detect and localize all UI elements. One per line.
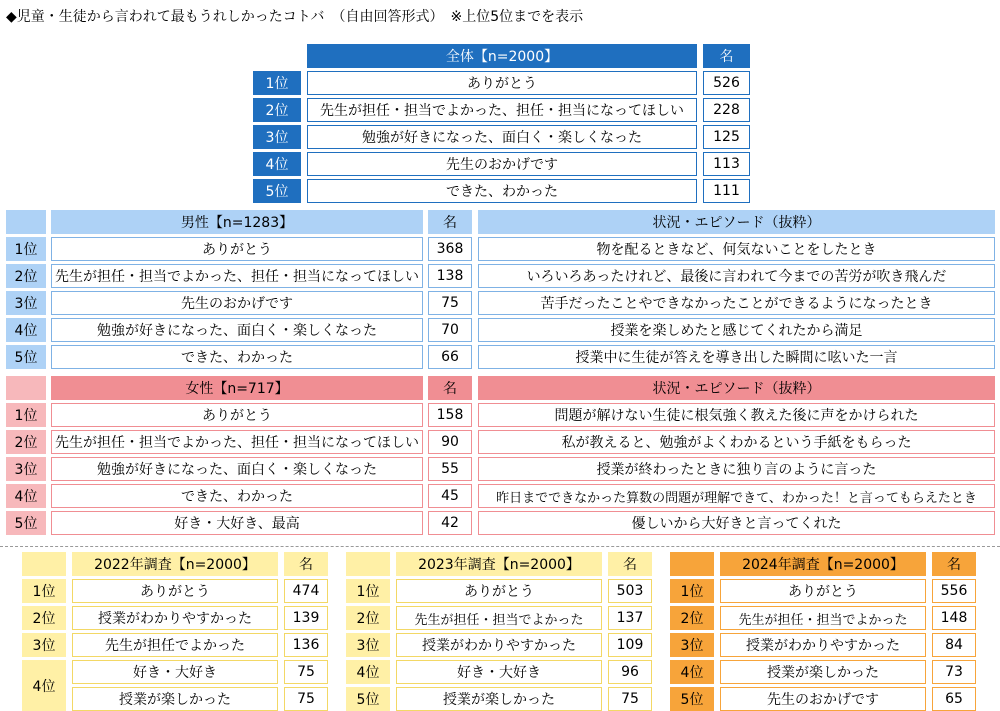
y2024-count-2: 148 <box>932 606 976 630</box>
y2023-word-4: 好き・大好き <box>396 660 602 684</box>
y2024-rank-5: 5位 <box>670 687 714 711</box>
male-header: 男性【n=1283】 <box>51 210 423 234</box>
male-rank-4: 4位 <box>6 318 46 342</box>
overall-rank-1: 1位 <box>253 71 301 95</box>
female-rank-1: 1位 <box>6 403 46 427</box>
y2023-word-5: 授業が楽しかった <box>396 687 602 711</box>
female-header: 女性【n=717】 <box>51 376 423 400</box>
y2022-rank-4: 4位 <box>22 660 66 711</box>
y2023-word-1: ありがとう <box>396 579 602 603</box>
y2024-count-4: 73 <box>932 660 976 684</box>
y2024-rank-1: 1位 <box>670 579 714 603</box>
female-word-1: ありがとう <box>51 403 423 427</box>
y2022-word-3: 先生が担任でよかった <box>72 633 278 657</box>
y2024-word-5: 先生のおかげです <box>720 687 926 711</box>
female-episode-header: 状況・エピソード（抜粋） <box>478 376 995 400</box>
male-word-4: 勉強が好きになった、面白く・楽しくなった <box>51 318 423 342</box>
overall-word-1: ありがとう <box>307 71 697 95</box>
y2024-rank-4: 4位 <box>670 660 714 684</box>
male-count-header: 名 <box>428 210 472 234</box>
overall-count-3: 125 <box>703 125 750 149</box>
male-rank-1: 1位 <box>6 237 46 261</box>
page-title: ◆児童・生徒から言われて最もうれしかったコトバ （自由回答形式） ※上位5位までを表示 <box>6 9 584 25</box>
y2024-header: 2024年調査【n=2000】 <box>720 552 926 576</box>
y2022-corner <box>22 552 66 576</box>
overall-count-2: 228 <box>703 98 750 122</box>
y2024-word-2: 先生が担任・担当でよかった <box>720 606 926 630</box>
female-word-2: 先生が担任・担当でよかった、担任・担当になってほしい <box>51 430 423 454</box>
y2023-count-5: 75 <box>608 687 652 711</box>
y2024-count-5: 65 <box>932 687 976 711</box>
female-count-1: 158 <box>428 403 472 427</box>
overall-word-3: 勉強が好きになった、面白く・楽しくなった <box>307 125 697 149</box>
male-word-3: 先生のおかげです <box>51 291 423 315</box>
y2024-count-1: 556 <box>932 579 976 603</box>
y2024-count-header: 名 <box>932 552 976 576</box>
y2024-rank-2: 2位 <box>670 606 714 630</box>
y2023-count-header: 名 <box>608 552 652 576</box>
overall-rank-3: 3位 <box>253 125 301 149</box>
female-episode-1: 問題が解けない生徒に根気強く教えた後に声をかけられた <box>478 403 995 427</box>
male-count-5: 66 <box>428 345 472 369</box>
female-episode-2: 私が教えると、勉強がよくわかるという手紙をもらった <box>478 430 995 454</box>
female-word-5: 好き・大好き、最高 <box>51 511 423 535</box>
female-rank-2: 2位 <box>6 430 46 454</box>
overall-word-5: できた、わかった <box>307 179 697 203</box>
female-episode-4: 昨日までできなかった算数の問題が理解できて、わかった！と言ってもらえたとき <box>478 484 995 508</box>
male-word-2: 先生が担任・担当でよかった、担任・担当になってほしい <box>51 264 423 288</box>
y2022-rank-3: 3位 <box>22 633 66 657</box>
male-episode-1: 物を配るときなど、何気ないことをしたとき <box>478 237 995 261</box>
female-word-4: できた、わかった <box>51 484 423 508</box>
overall-word-4: 先生のおかげです <box>307 152 697 176</box>
y2022-count-5: 75 <box>284 687 328 711</box>
male-corner <box>6 210 46 234</box>
male-rank-2: 2位 <box>6 264 46 288</box>
male-rank-3: 3位 <box>6 291 46 315</box>
y2023-word-2: 先生が担任・担当でよかった <box>396 606 602 630</box>
y2022-word-2: 授業がわかりやすかった <box>72 606 278 630</box>
overall-header: 全体【n=2000】 <box>307 44 697 68</box>
female-rank-3: 3位 <box>6 457 46 481</box>
male-word-1: ありがとう <box>51 237 423 261</box>
female-count-4: 45 <box>428 484 472 508</box>
y2023-count-2: 137 <box>608 606 652 630</box>
y2023-header: 2023年調査【n=2000】 <box>396 552 602 576</box>
male-count-2: 138 <box>428 264 472 288</box>
overall-count-4: 113 <box>703 152 750 176</box>
y2022-rank-1: 1位 <box>22 579 66 603</box>
y2023-count-3: 109 <box>608 633 652 657</box>
y2022-count-header: 名 <box>284 552 328 576</box>
y2022-word-5: 授業が楽しかった <box>72 687 278 711</box>
female-count-2: 90 <box>428 430 472 454</box>
y2023-rank-4: 4位 <box>346 660 390 684</box>
y2023-corner <box>346 552 390 576</box>
y2024-corner <box>670 552 714 576</box>
y2023-rank-5: 5位 <box>346 687 390 711</box>
y2023-count-1: 503 <box>608 579 652 603</box>
overall-rank-5: 5位 <box>253 179 301 203</box>
overall-count-5: 111 <box>703 179 750 203</box>
male-episode-header: 状況・エピソード（抜粋） <box>478 210 995 234</box>
y2022-header: 2022年調査【n=2000】 <box>72 552 278 576</box>
male-rank-5: 5位 <box>6 345 46 369</box>
female-corner <box>6 376 46 400</box>
overall-rank-2: 2位 <box>253 98 301 122</box>
y2022-word-1: ありがとう <box>72 579 278 603</box>
y2023-rank-1: 1位 <box>346 579 390 603</box>
overall-count-header: 名 <box>703 44 750 68</box>
overall-count-1: 526 <box>703 71 750 95</box>
female-count-header: 名 <box>428 376 472 400</box>
male-word-5: できた、わかった <box>51 345 423 369</box>
y2023-count-4: 96 <box>608 660 652 684</box>
y2023-word-3: 授業がわかりやすかった <box>396 633 602 657</box>
male-episode-3: 苦手だったことやできなかったことができるようになったとき <box>478 291 995 315</box>
y2022-count-1: 474 <box>284 579 328 603</box>
female-word-3: 勉強が好きになった、面白く・楽しくなった <box>51 457 423 481</box>
y2024-word-1: ありがとう <box>720 579 926 603</box>
male-episode-5: 授業中に生徒が答えを導き出した瞬間に呟いた一言 <box>478 345 995 369</box>
female-rank-5: 5位 <box>6 511 46 535</box>
female-episode-3: 授業が終わったときに独り言のように言った <box>478 457 995 481</box>
female-episode-5: 優しいから大好きと言ってくれた <box>478 511 995 535</box>
y2022-word-4: 好き・大好き <box>72 660 278 684</box>
y2024-count-3: 84 <box>932 633 976 657</box>
female-count-3: 55 <box>428 457 472 481</box>
y2022-count-3: 136 <box>284 633 328 657</box>
y2024-word-4: 授業が楽しかった <box>720 660 926 684</box>
overall-word-2: 先生が担任・担当でよかった、担任・担当になってほしい <box>307 98 697 122</box>
y2022-count-4: 75 <box>284 660 328 684</box>
male-episode-2: いろいろあったけれど、最後に言われて今までの苦労が吹き飛んだ <box>478 264 995 288</box>
y2023-rank-3: 3位 <box>346 633 390 657</box>
female-rank-4: 4位 <box>6 484 46 508</box>
male-count-1: 368 <box>428 237 472 261</box>
y2024-rank-3: 3位 <box>670 633 714 657</box>
y2024-word-3: 授業がわかりやすかった <box>720 633 926 657</box>
y2022-count-2: 139 <box>284 606 328 630</box>
male-episode-4: 授業を楽しめたと感じてくれたから満足 <box>478 318 995 342</box>
y2022-rank-2: 2位 <box>22 606 66 630</box>
y2023-rank-2: 2位 <box>346 606 390 630</box>
section-divider <box>0 546 1000 547</box>
male-count-3: 75 <box>428 291 472 315</box>
male-count-4: 70 <box>428 318 472 342</box>
overall-rank-4: 4位 <box>253 152 301 176</box>
female-count-5: 42 <box>428 511 472 535</box>
